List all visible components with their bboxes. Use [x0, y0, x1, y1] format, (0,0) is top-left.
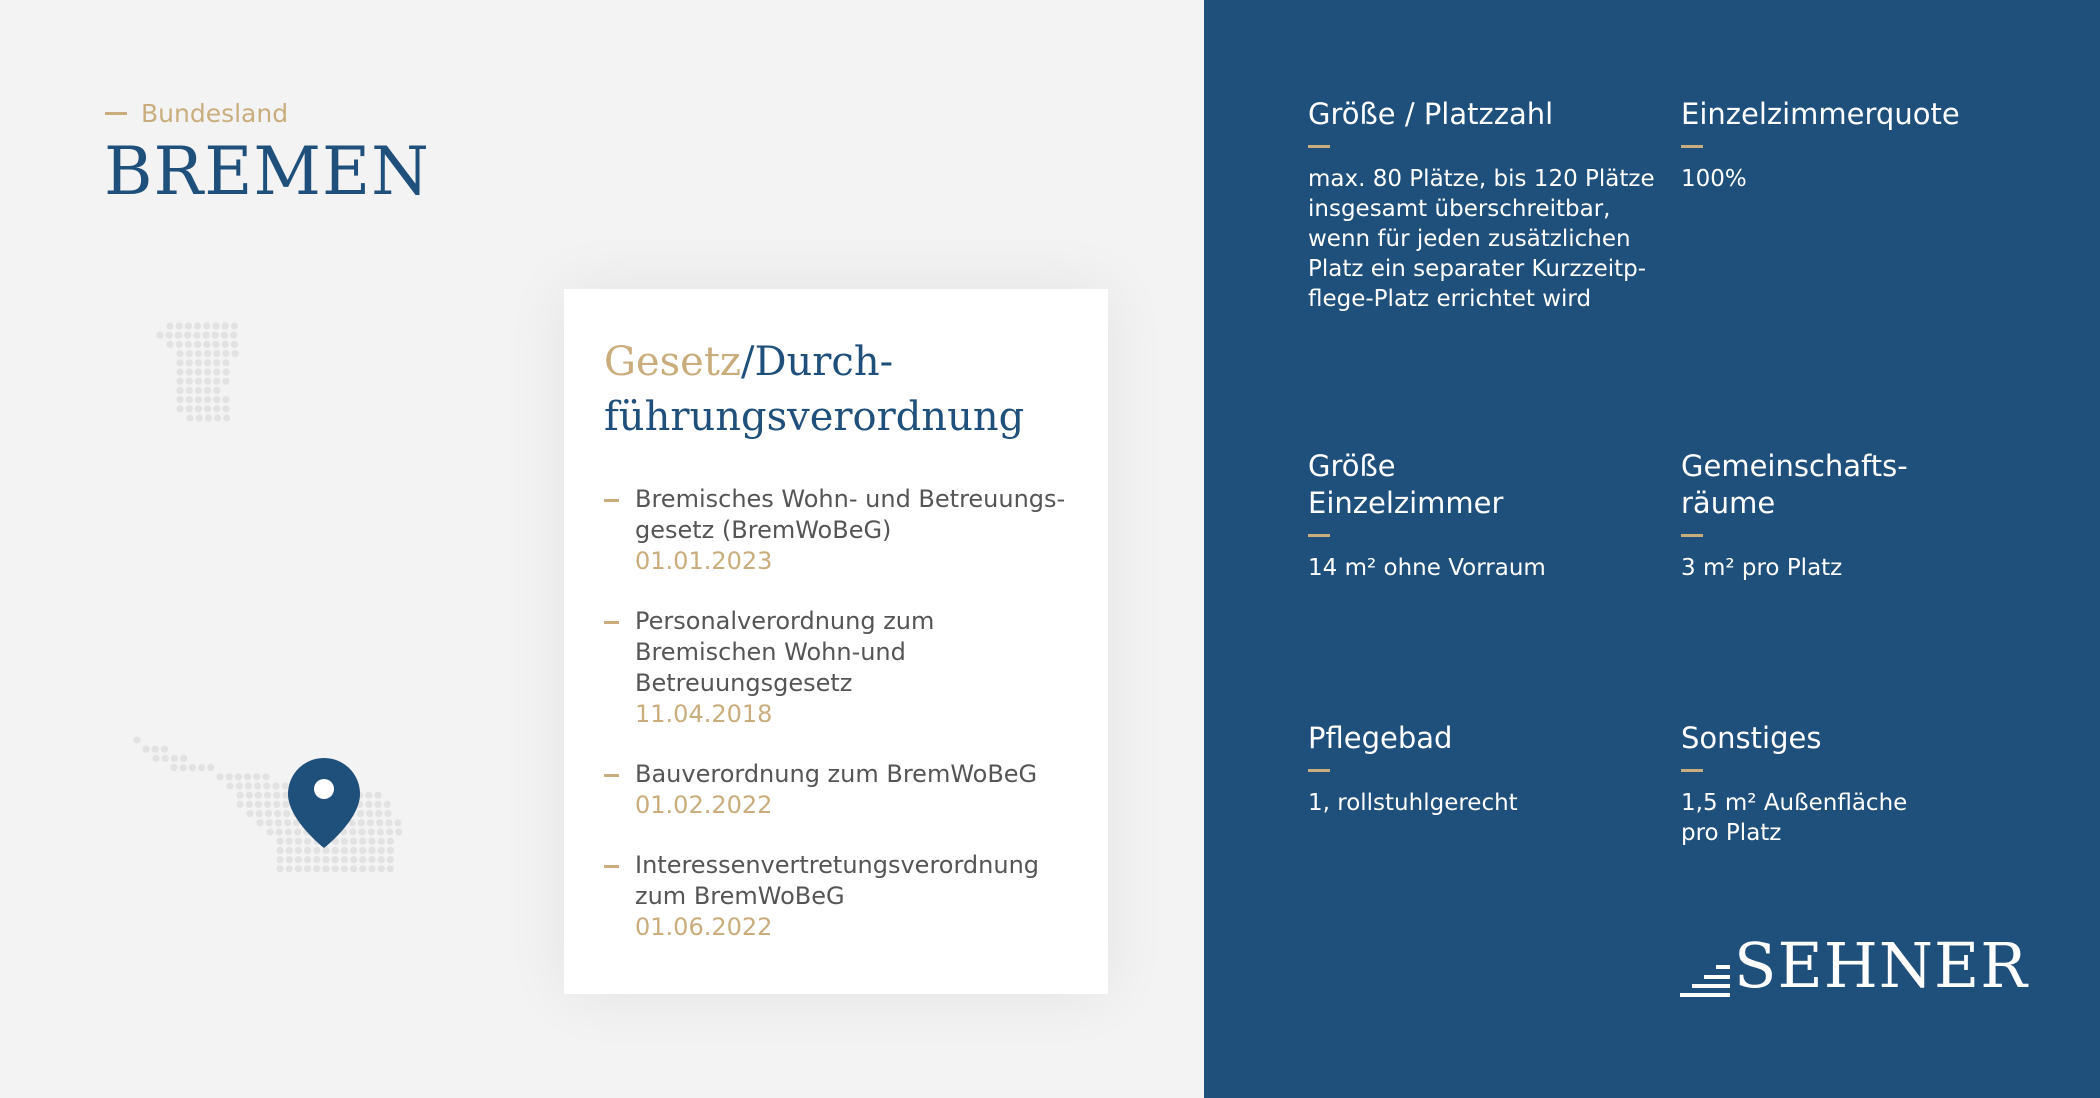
map-dot — [230, 332, 237, 339]
map-dot — [175, 332, 182, 339]
map-dot — [283, 810, 290, 817]
stat-value: 100% — [1681, 166, 1747, 192]
stat-value: max. 80 Plätze, bis 120 Plätze insgesamt überschreitbar, wenn für jeden zusätzlichen Platz ein separater Kurzzeitp- flege-Platz errichtet wird — [1308, 166, 1655, 312]
map-dot — [176, 322, 183, 329]
map-dot — [332, 847, 339, 854]
map-dot — [350, 847, 357, 854]
map-dot — [193, 332, 200, 339]
map-dot — [189, 764, 196, 771]
map-dot — [222, 405, 229, 412]
map-dot — [273, 792, 280, 799]
map-dot — [186, 405, 193, 412]
map-dot — [244, 773, 251, 780]
stat-divider — [1681, 534, 1703, 537]
map-dot — [276, 856, 283, 863]
map-dot — [378, 865, 385, 872]
map-dot — [212, 322, 219, 329]
map-dot — [304, 847, 311, 854]
map-dot — [186, 378, 193, 385]
map-dot — [256, 819, 263, 826]
map-dot — [176, 359, 183, 366]
map-dot — [264, 792, 271, 799]
map-dot — [226, 782, 233, 789]
map-dot — [322, 865, 329, 872]
map-dot — [358, 819, 365, 826]
law-item — [604, 606, 1074, 730]
map-dot — [184, 332, 191, 339]
eyebrow-label: Bundesland — [141, 99, 289, 128]
map-dot — [222, 341, 229, 348]
map-dot — [186, 396, 193, 403]
map-dot — [332, 856, 339, 863]
map-dot — [357, 810, 364, 817]
map-dot — [176, 387, 183, 394]
map-dot — [359, 847, 366, 854]
logo-wordmark: SEHNER — [1734, 929, 2028, 1002]
map-dot — [152, 746, 159, 753]
map-dot — [245, 782, 252, 789]
map-dot — [387, 838, 394, 845]
map-dot — [203, 341, 210, 348]
map-dot — [213, 387, 220, 394]
map-dot — [376, 819, 383, 826]
stat-groesse-platzzahl — [1308, 96, 1668, 314]
map-dot — [365, 792, 372, 799]
state-title: BREMEN — [104, 133, 430, 210]
map-dot — [350, 856, 357, 863]
map-dot — [341, 856, 348, 863]
map-dot — [221, 332, 228, 339]
map-dot — [395, 828, 402, 835]
stat-gemeinschaftsraeume — [1681, 448, 2041, 583]
map-dot — [313, 865, 320, 872]
map-dot — [205, 414, 212, 421]
map-dot — [213, 378, 220, 385]
map-dot — [359, 838, 366, 845]
map-dot — [213, 368, 220, 375]
map-dot — [176, 396, 183, 403]
map-dot — [350, 838, 357, 845]
law-date: 11.04.2018 — [635, 700, 773, 728]
stairs-lines-icon — [1680, 939, 1732, 997]
map-dot — [195, 368, 202, 375]
map-dot — [176, 405, 183, 412]
card-title — [604, 335, 1084, 445]
map-dot — [276, 838, 283, 845]
map-dot — [378, 847, 385, 854]
map-dot — [282, 782, 289, 789]
map-dot — [263, 782, 270, 789]
map-dot — [374, 792, 381, 799]
map-dot — [367, 819, 374, 826]
map-dot — [222, 396, 229, 403]
map-dot — [295, 838, 302, 845]
law-name: Personalverordnung zum Bremischen Wohn-und Betreuungsgesetz — [635, 607, 935, 697]
map-dot — [202, 332, 209, 339]
map-dot — [222, 359, 229, 366]
map-dot — [255, 801, 262, 808]
map-dot — [262, 773, 269, 780]
law-date: 01.06.2022 — [635, 913, 773, 941]
law-dash — [604, 865, 619, 868]
map-dot — [378, 838, 385, 845]
map-dot — [231, 341, 238, 348]
map-dot — [180, 764, 187, 771]
map-dot — [231, 322, 238, 329]
map-dot — [212, 341, 219, 348]
map-dot — [162, 755, 169, 762]
stat-label: Sonstiges — [1681, 721, 1822, 755]
map-dot — [295, 847, 302, 854]
stat-value: 14 m² ohne Vorraum — [1308, 555, 1546, 581]
map-dot — [204, 396, 211, 403]
map-dot — [196, 414, 203, 421]
map-dot — [275, 819, 282, 826]
map-dot — [152, 755, 159, 762]
law-name: Bauverordnung zum BremWoBeG — [635, 760, 1038, 788]
map-dot — [186, 387, 193, 394]
map-dot — [295, 856, 302, 863]
map-dot — [222, 350, 229, 357]
map-dot — [304, 865, 311, 872]
map-dot — [133, 736, 140, 743]
map-dot — [365, 801, 372, 808]
stat-pflegebad — [1308, 720, 1668, 818]
map-dot — [204, 387, 211, 394]
map-dot — [204, 405, 211, 412]
map-dot — [341, 865, 348, 872]
map-dot — [204, 359, 211, 366]
map-dot — [368, 847, 375, 854]
stat-label: Größe / Platzzahl — [1308, 97, 1554, 131]
map-dot — [295, 865, 302, 872]
stat-label: Einzelzimmerquote — [1681, 97, 1960, 131]
map-dot — [166, 332, 173, 339]
map-dot — [377, 828, 384, 835]
map-dot — [161, 746, 168, 753]
map-dot — [322, 847, 329, 854]
stat-divider — [1308, 769, 1330, 772]
map-dot — [213, 359, 220, 366]
map-dot — [235, 773, 242, 780]
map-dot — [198, 764, 205, 771]
map-dot — [232, 350, 239, 357]
map-dot — [387, 865, 394, 872]
map-dot — [294, 828, 301, 835]
map-dot — [166, 322, 173, 329]
law-item — [604, 484, 1074, 577]
map-dot — [186, 414, 193, 421]
map-dot — [204, 350, 211, 357]
map-dot — [194, 341, 201, 348]
map-dot — [195, 378, 202, 385]
map-dot — [282, 801, 289, 808]
stat-label: Pflegebad — [1308, 721, 1453, 755]
map-dot — [254, 782, 261, 789]
map-dot — [358, 828, 365, 835]
stat-value: 1, rollstuhlgerecht — [1308, 790, 1518, 816]
stat-divider — [1308, 145, 1330, 148]
map-dot — [374, 801, 381, 808]
law-dash — [604, 499, 619, 502]
map-dot — [176, 341, 183, 348]
map-dot — [170, 764, 177, 771]
map-dot — [253, 773, 260, 780]
map-dot — [349, 828, 356, 835]
card-title-gold: Gesetz — [604, 339, 741, 385]
card-title-rest: /Durch- führungsverordnung — [604, 339, 1025, 440]
map-dot — [387, 847, 394, 854]
map-dot — [236, 801, 243, 808]
law-item — [604, 850, 1074, 943]
map-dot — [265, 810, 272, 817]
map-dot — [194, 322, 201, 329]
map-dot — [322, 856, 329, 863]
map-dot — [216, 773, 223, 780]
map-dot — [171, 755, 178, 762]
stat-label: Größe Einzelzimmer — [1308, 449, 1504, 520]
map-dot — [286, 856, 293, 863]
law-name: Bremisches Wohn- und Betreuungs- gesetz (BremWoBeG) — [635, 485, 1066, 544]
map-dot — [222, 368, 229, 375]
map-dot — [213, 405, 220, 412]
map-dot — [386, 828, 393, 835]
map-dot — [195, 405, 202, 412]
map-dot — [266, 819, 273, 826]
stat-divider — [1308, 534, 1330, 537]
map-dot — [185, 341, 192, 348]
map-dot — [378, 856, 385, 863]
map-dot — [226, 773, 233, 780]
stat-sonstiges — [1681, 720, 2041, 848]
map-dot — [368, 828, 375, 835]
map-dot — [213, 350, 220, 357]
law-name: Interessenvertretungsverordnung zum BremWoBeG — [635, 851, 1040, 910]
map-dot — [366, 810, 373, 817]
stat-divider — [1681, 769, 1703, 772]
map-dot — [394, 819, 401, 826]
map-dot — [375, 810, 382, 817]
map-dot — [204, 368, 211, 375]
map-dot — [222, 378, 229, 385]
map-dot — [185, 322, 192, 329]
bremerhaven-dots — [156, 322, 238, 421]
map-dot — [256, 810, 263, 817]
map-dot — [212, 332, 219, 339]
map-dot — [272, 782, 279, 789]
law-item — [604, 759, 1074, 821]
map-dot — [176, 368, 183, 375]
stat-value: 3 m² pro Platz — [1681, 555, 1843, 581]
map-dot — [176, 350, 183, 357]
map-dot — [236, 792, 243, 799]
map-dot — [313, 847, 320, 854]
map-dot — [214, 414, 221, 421]
map-dot — [286, 838, 293, 845]
map-dot — [195, 359, 202, 366]
map-dot — [180, 755, 187, 762]
map-dot — [273, 801, 280, 808]
map-dot — [387, 856, 394, 863]
map-dot — [276, 828, 283, 835]
stat-label: Gemeinschafts- räume — [1681, 449, 1908, 520]
map-dot — [186, 359, 193, 366]
map-dot — [313, 856, 320, 863]
map-dot — [255, 792, 262, 799]
map-dot — [246, 801, 253, 808]
map-dot — [236, 782, 243, 789]
map-dot — [332, 865, 339, 872]
map-dot — [385, 819, 392, 826]
map-dot — [246, 792, 253, 799]
map-dot — [286, 865, 293, 872]
map-dot — [304, 856, 311, 863]
map-dot — [176, 378, 183, 385]
map-dot — [195, 387, 202, 394]
map-dot — [359, 865, 366, 872]
map-dot — [304, 838, 311, 845]
map-dot — [276, 847, 283, 854]
law-card — [564, 289, 1108, 994]
map-dot — [246, 810, 253, 817]
map-dot — [384, 810, 391, 817]
map-dot — [368, 856, 375, 863]
stat-groesse-einzelzimmer — [1308, 448, 1668, 583]
map-dot — [274, 810, 281, 817]
stat-einzelzimmerquote — [1681, 96, 2041, 194]
map-dot — [284, 819, 291, 826]
stat-divider — [1681, 145, 1703, 148]
map-dot — [204, 378, 211, 385]
map-dot — [341, 847, 348, 854]
law-list — [604, 484, 1074, 972]
law-date: 01.02.2022 — [635, 791, 773, 819]
map-dot — [368, 838, 375, 845]
map-dot — [195, 350, 202, 357]
map-dot — [359, 856, 366, 863]
map-dot — [222, 322, 229, 329]
map-dot — [384, 801, 391, 808]
map-dot — [142, 746, 149, 753]
map-dot — [203, 322, 210, 329]
map-dot — [350, 865, 357, 872]
map-dot — [207, 764, 214, 771]
map-dot — [156, 332, 163, 339]
map-dot — [213, 396, 220, 403]
map-dot — [341, 838, 348, 845]
map-dot — [368, 865, 375, 872]
law-dash — [604, 621, 619, 624]
map-dot — [166, 341, 173, 348]
map-dot — [223, 414, 230, 421]
law-dash — [604, 774, 619, 777]
map-dot — [264, 801, 271, 808]
bremen-city-dots — [133, 736, 402, 872]
map-dot — [186, 350, 193, 357]
map-dot — [186, 368, 193, 375]
map-dot — [286, 847, 293, 854]
sehner-logo — [1680, 929, 2028, 1002]
law-date: 01.01.2023 — [635, 547, 773, 575]
map-dot — [266, 828, 273, 835]
map-dot — [195, 396, 202, 403]
stat-value: 1,5 m² Außenfläche pro Platz — [1681, 790, 1908, 846]
map-dot — [276, 865, 283, 872]
map-dot — [285, 828, 292, 835]
